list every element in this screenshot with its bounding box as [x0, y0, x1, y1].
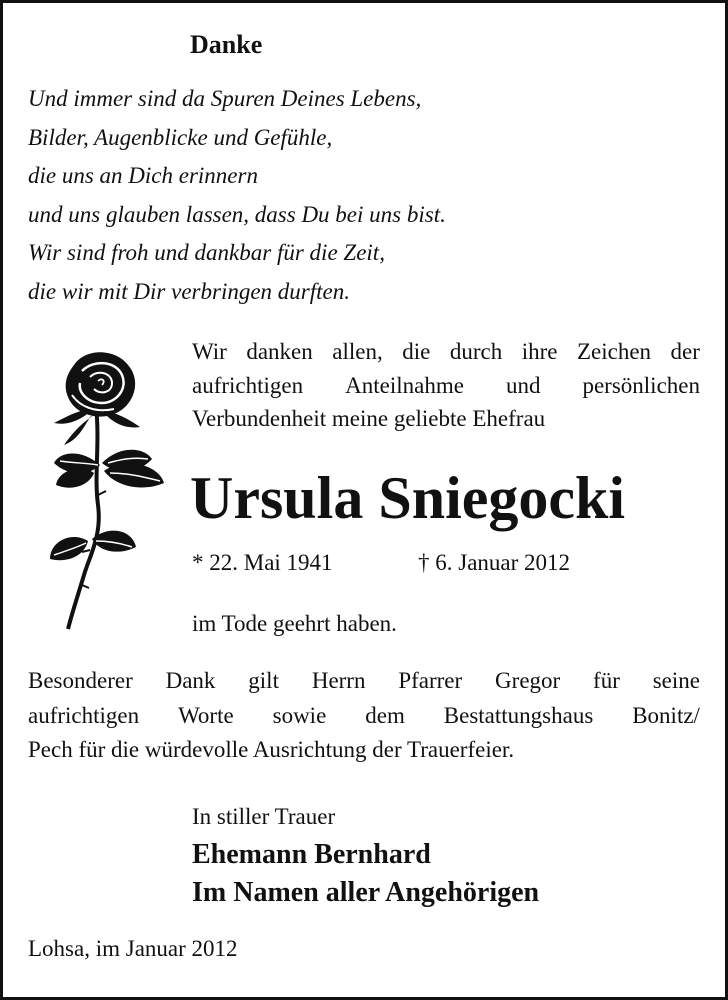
poem-line: und uns glauben lassen, dass Du bei uns bist. [28, 201, 446, 227]
special-thanks-paragraph [28, 664, 700, 768]
word: sowie [272, 702, 327, 728]
word: Zeichen [576, 339, 652, 364]
word: für [593, 668, 620, 693]
word: aufrichtigen [28, 702, 140, 728]
signature-line: Ehemann Bernhard [192, 839, 431, 870]
word: und [505, 372, 541, 398]
word: Gregor [495, 668, 561, 693]
special-thanks-line [28, 664, 700, 699]
word: Bestattungshaus [443, 702, 594, 728]
word: der [670, 339, 700, 364]
word: gilt [248, 668, 279, 693]
word: Herrn [311, 668, 366, 693]
word: seine [652, 668, 700, 693]
word: durch [449, 339, 503, 364]
thanks-line [192, 369, 700, 403]
deceased-name: Ursula Sniegocki [190, 465, 626, 531]
word: Pfarrer [398, 668, 463, 693]
poem-line: Bilder, Augenblicke und Gefühle, [28, 124, 333, 150]
poem [28, 80, 588, 311]
special-thanks-line [28, 699, 700, 734]
word: Dank [165, 668, 216, 693]
signature-block [192, 836, 539, 912]
word: aufrichtigen [192, 372, 304, 398]
thanks-paragraph [192, 335, 700, 436]
word: Bonitz/ [632, 702, 700, 728]
place-date: Lohsa, im Januar 2012 [28, 936, 238, 961]
poem-line: Und immer sind da Spuren Deines Lebens, [28, 86, 422, 111]
poem-line: die wir mit Dir verbringen durften. [28, 278, 350, 304]
thanks-line [192, 402, 700, 436]
poem-line: Wir sind froh und dankbar für die Zeit, [28, 240, 385, 265]
word: persönlichen [582, 372, 700, 398]
rose-icon [24, 345, 184, 635]
special-thanks-line [28, 733, 700, 768]
thanks-line [192, 335, 700, 369]
honored-text: im Tode geehrt haben. [192, 611, 397, 636]
word: danken [246, 339, 313, 364]
word: dem [365, 702, 405, 728]
signature-line: Im Namen aller Angehörigen [192, 877, 540, 908]
poem-line: die uns an Dich erinnern [28, 163, 258, 188]
mourning-intro: In stiller Trauer [192, 804, 336, 829]
word: Wir [192, 339, 227, 364]
death-date: † 6. Januar 2012 [418, 550, 571, 575]
word: Verbundenheit meine geliebte Ehefrau [192, 406, 546, 431]
word: Worte [178, 702, 234, 728]
birth-date: * 22. Mai 1941 [192, 550, 333, 575]
word: Besonderer [28, 668, 133, 693]
word: allen, [332, 339, 383, 364]
word: Pech für die würdevolle Ausrichtung der Trauerfeier. [28, 737, 515, 762]
word: die [402, 339, 431, 364]
word: Anteilnahme [345, 372, 464, 398]
notice-title: Danke [190, 30, 263, 59]
word: ihre [521, 339, 558, 364]
